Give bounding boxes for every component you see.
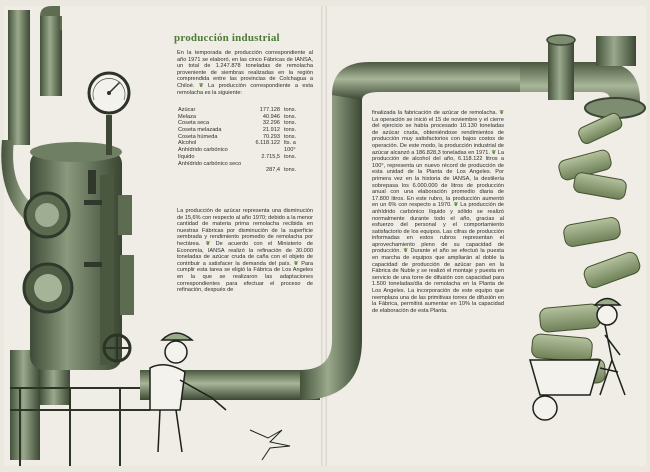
left-body-1: La producción de azúcar representa una disminución de 15,6% con respecto al año 1970; debido a la menor cantidad de materia prima remolacha recibida en nuestras Fábricas por disminución de la superficie sembrada y rendimiento promedio de remolacha por hectárea.: [177, 208, 313, 247]
stat-row: [178, 114, 308, 121]
stat-unit: tons.: [284, 120, 297, 127]
stat-label: Coseta seca: [178, 120, 210, 127]
stat-row: [178, 107, 308, 114]
stat-row: [178, 120, 308, 127]
left-body: [177, 208, 313, 294]
section-heading: producción industrial: [174, 32, 280, 44]
stat-label: Anhídrido carbónico líquido: [178, 147, 228, 160]
intro-text: En la temporada de producción correspondiente al año 1971 se elaboró, en las cinco Fábricas de IANSA, un total de 1.247.878 toneladas de remolacha proveniente de siembras realizadas en la región comprendida entre las provincias de Colchagua a Chiloé.: [177, 50, 313, 89]
stat-label: Azúcar: [178, 107, 196, 113]
stat-value: 21.912: [262, 127, 280, 134]
stat-value: 70.293: [262, 133, 280, 140]
stat-label: Alcohol: [178, 140, 197, 147]
stat-unit: tons.: [284, 107, 297, 113]
stat-unit: tons.: [284, 127, 297, 134]
left-body-2: De acuerdo con el Ministerio de Economía, IANSA realizó la refinación de 30.000 toneladas de azúcar cruda de caña con el objeto de contribuir a satisfacer la demanda del país.: [177, 240, 313, 267]
right-body-2: La operación se inició el 15 de noviembre y el cierre del ejercicio se había procesado 10.130 toneladas de azúcar cruda, obteniéndose rendimientos de producción muy satisfactorios con bajos costos de operación. De este modo, la producción industrial de azúcar alcanzó a 186.828,3 toneladas en 1971.: [372, 116, 504, 156]
right-body-4: La producción de anhídrido carbónico líquido y sólido se realizó normalmente durante todo el año, gracias al esfuerzo del personal y el comportamiento satisfactorio de los equipos. Las cifras de producción informadas en estos rubros representan el aprovechamiento pleno de su capacidad de producción.: [372, 202, 504, 255]
valve-wheel: [104, 335, 130, 361]
stat-row: [178, 127, 308, 134]
stat-value: 2.715,5: [261, 153, 280, 160]
stat-value: 40.946: [262, 113, 280, 120]
stat-row: [178, 161, 308, 174]
right-body: [372, 110, 504, 314]
leaf-icon: ❦: [403, 248, 409, 255]
stat-label: Anhídrido carbónico seco: [178, 160, 242, 167]
stat-unit: tons.: [284, 113, 297, 120]
stat-value: 177.128: [259, 107, 280, 113]
leaf-icon: ❦: [491, 149, 497, 156]
left-body-3: Para cumplir esta tarea se eligió la Fábrica de Los Angeles en la que se realizaron las adaptaciones correspondientes para efectuar el proceso de refinación, después de: [177, 260, 314, 294]
stat-label: Melaza: [178, 113, 197, 120]
intro-tail: La producción correspondiente a esta remolacha es la siguiente:: [177, 82, 313, 96]
leaf-icon: ❦: [499, 110, 504, 116]
stat-label: Coseta húmeda: [178, 133, 218, 140]
stat-row: [178, 147, 308, 160]
stat-unit: tons.: [284, 153, 297, 160]
right-body-5: Durante el año se efectuó la puesta en marcha de equipos que ampliarán al doble la capacidad de producción de azúcar pan en la Fábrica de Nuble y se realizó el montaje y puesta en servicio de una torre de difusión con capacidad para 1.500 toneladas/día de remolacha en la Planta de Los Angeles. La incorporación de este equipo que reemplaza una de las primitivas torres de difusión en la Fábrica, permitirá aumentar en 10% la capacidad de elaboración de esta Planta.: [372, 248, 504, 314]
right-body-1: finalizada la fabricación de azúcar de remolacha.: [372, 110, 498, 116]
leaf-icon: ❦: [453, 202, 459, 209]
leaf-icon: ❦: [293, 260, 299, 267]
intro-paragraph: [177, 50, 313, 96]
stat-value: 32.296: [262, 120, 280, 127]
stat-row: [178, 134, 308, 141]
stat-unit: tons.: [284, 167, 297, 174]
stat-value: 287,4: [266, 167, 280, 174]
stat-value: 6.118.122: [255, 140, 280, 147]
pressure-gauge: [89, 73, 129, 155]
stat-label: Coseta melazada: [178, 127, 222, 134]
right-body-3: La producción de alcohol del año, 6.118.122 litros a 100°, representa un nuevo récord de producción de esta unidad de la Planta de Los Angeles. Por primera vez en la historia de IANSA, la destilería sobrepasa los 6.000.000 de litros de producción anual con una elaboración promedio diaria de 17.800 litros. En este rubro, la producción aumentó en un 6% con respecto a 1970.: [372, 149, 505, 209]
production-stats: [178, 107, 308, 174]
stat-unit: tons.: [284, 133, 297, 140]
stat-unit: lts. a 100°: [284, 140, 296, 154]
leaf-icon: ❦: [198, 82, 204, 89]
leaf-icon: ❦: [205, 240, 211, 247]
sugar-sacks: [531, 111, 642, 385]
